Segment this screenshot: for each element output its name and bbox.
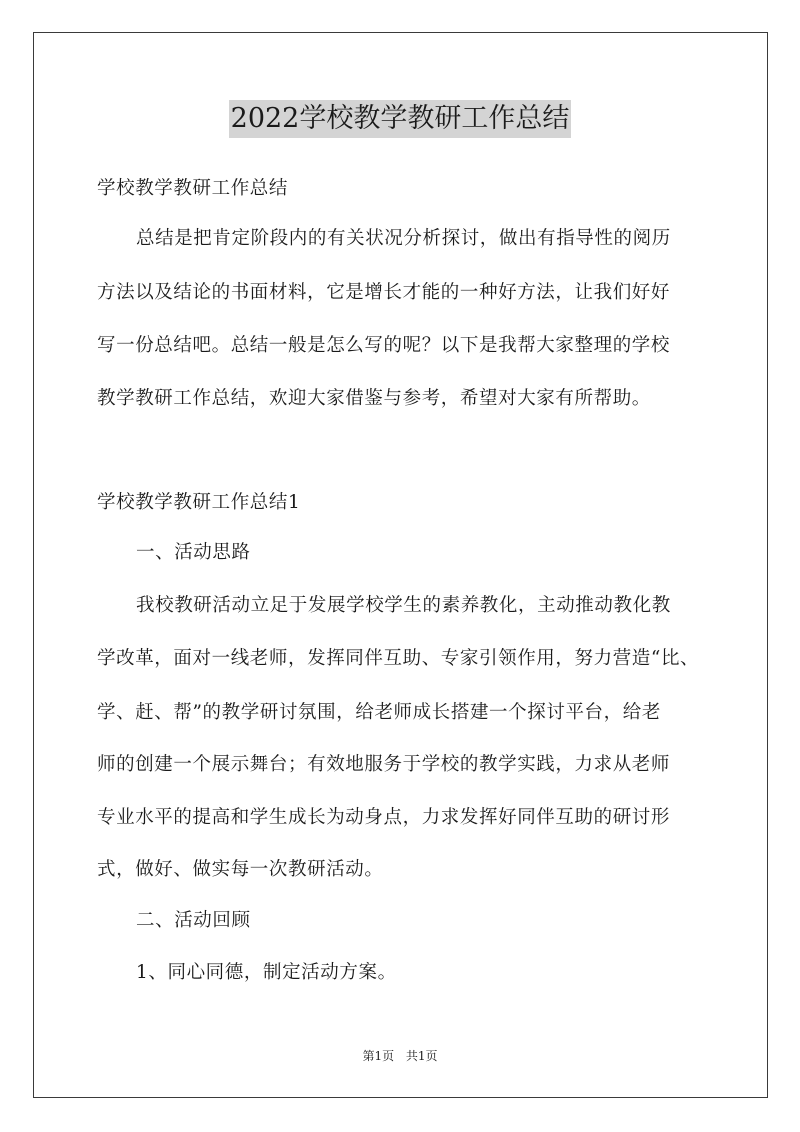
page-footer — [0, 1048, 800, 1064]
part1-heading: 一、活动思路 — [136, 542, 251, 563]
list-item: 1、同心同德，制定活动方案。 — [136, 962, 397, 983]
document-title: 2022学校教学教研工作总结 — [229, 100, 572, 138]
part1-line: 我校教研活动立足于发展学校学生的素养教化，主动推动教化教 — [136, 595, 671, 616]
part2-heading: 二、活动回顾 — [136, 910, 251, 931]
part1-line: 师的创建一个展示舞台；有效地服务于学校的教学实践，力求从老师 — [97, 754, 671, 775]
title-wrap — [0, 100, 800, 138]
section-heading: 学校教学教研工作总结1 — [97, 492, 301, 513]
intro-line: 方法以及结论的书面材料，它是增长才能的一种好方法，让我们好好 — [97, 282, 671, 303]
part1-line: 式，做好、做实每一次教研活动。 — [97, 859, 384, 880]
part1-line: 学改革，面对一线老师，发挥同伴互助、专家引领作用，努力营造“比、 — [97, 648, 700, 669]
intro-line: 总结是把肯定阶段内的有关状况分析探讨，做出有指导性的阅历 — [136, 228, 671, 249]
part1-line: 学、赶、帮”的教学研讨氛围，给老师成长搭建一个探讨平台，给老 — [97, 702, 661, 723]
part1-line: 专业水平的提高和学生成长为动身点，力求发挥好同伴互助的研讨形 — [97, 807, 671, 828]
subtitle: 学校教学教研工作总结 — [97, 178, 289, 199]
page-number: 第1页 — [362, 1049, 395, 1063]
intro-line: 写一份总结吧。总结一般是怎么写的呢？以下是我帮大家整理的学校 — [97, 335, 671, 356]
page-total: 共1页 — [405, 1049, 438, 1063]
intro-line: 教学教研工作总结，欢迎大家借鉴与参考，希望对大家有所帮助。 — [97, 388, 651, 409]
